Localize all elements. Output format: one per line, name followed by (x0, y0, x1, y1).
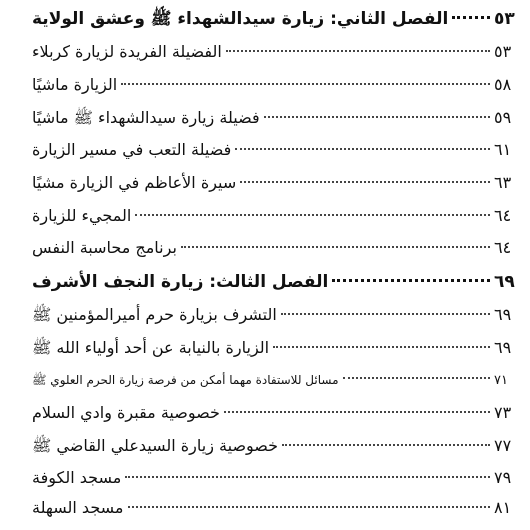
toc-page-number: ٦٤ (494, 238, 512, 257)
toc-page-number: ٦٩ (494, 338, 512, 357)
toc-title: الفضيلة الفريدة لزيارة كربلاء (32, 42, 222, 61)
toc-title: برنامج محاسبة النفس (32, 238, 177, 257)
toc-entry[interactable] (32, 305, 518, 328)
toc-title: فضيلة التعب في مسير الزيارة (32, 140, 232, 159)
toc-page-number: ٦٣ (494, 173, 512, 192)
toc-page-number: ٧٩ (494, 468, 512, 487)
toc-page-number: ٦٩ (494, 272, 515, 292)
toc-entry[interactable] (32, 238, 518, 257)
toc-chapter-3[interactable] (32, 272, 518, 292)
toc-title: الزيارة بالنيابة عن أحد أولياء الله ﷺ (32, 338, 270, 357)
toc-entry[interactable] (32, 108, 518, 131)
dot-leader (281, 313, 490, 315)
dot-leader (135, 214, 490, 216)
toc-title: خصوصية مقبرة وادي السلام (32, 403, 220, 422)
toc-entry[interactable] (32, 436, 518, 459)
toc-page-number: ٧١ (494, 373, 508, 388)
toc-page-number: ٥٣ (494, 9, 515, 29)
dot-leader (226, 50, 490, 52)
dot-leader (128, 506, 491, 508)
toc-title: الزيارة ماشيًا (32, 75, 118, 94)
dot-leader (282, 444, 490, 446)
toc-page-number: ٥٣ (494, 42, 512, 61)
dot-leader (264, 116, 490, 118)
toc-entry[interactable] (32, 140, 518, 159)
dot-leader (235, 148, 490, 150)
toc-title: مسائل للاستفادة مهما أمكن من فرصة زيارة الحرم العلوي ﷺ (32, 373, 339, 387)
toc-title: الفصل الثاني: زيارة سيدالشهداء ﷺ وعشق الولاية (32, 9, 449, 29)
toc-page-number: ٧٧ (494, 436, 512, 455)
toc-page-number: ٥٨ (494, 75, 512, 94)
toc-title: التشرف بزيارة حرم أميرالمؤمنين ﷺ (32, 305, 277, 324)
toc-title: مسجد السهلة (32, 498, 124, 517)
dot-leader (273, 346, 490, 348)
toc-entry[interactable] (32, 468, 518, 487)
toc-page-number: ٦٤ (494, 206, 512, 225)
dot-leader (125, 476, 490, 478)
dot-leader (240, 181, 490, 183)
toc-title: مسجد الكوفة (32, 468, 122, 487)
toc-entry[interactable] (32, 373, 518, 390)
toc-title: سيرة الأعاظم في الزيارة مشيًا (32, 173, 237, 192)
toc-page-number: ٨١ (494, 498, 512, 517)
toc-entry[interactable] (32, 498, 518, 517)
toc-entry[interactable] (32, 42, 518, 61)
dot-leader (332, 279, 490, 282)
toc-entry[interactable] (32, 206, 518, 225)
toc-title: الفصل الثالث: زيارة النجف الأشرف (32, 272, 329, 292)
dot-leader (181, 246, 490, 248)
toc-page-number: ٥٩ (494, 108, 512, 127)
dot-leader (452, 16, 490, 19)
toc-entry[interactable] (32, 75, 518, 94)
toc-title: المجيء للزيارة (32, 206, 132, 225)
toc-page-number: ٦٩ (494, 305, 512, 324)
toc-entry[interactable] (32, 173, 518, 192)
toc-title: خصوصية زيارة السيدعلي القاضي ﷺ (32, 436, 279, 455)
dot-leader (343, 377, 490, 379)
toc-entry[interactable] (32, 403, 518, 422)
toc-page-number: ٧٣ (494, 403, 512, 422)
dot-leader (121, 83, 490, 85)
toc-chapter-2[interactable] (32, 8, 518, 33)
toc-entry[interactable] (32, 338, 518, 361)
dot-leader (224, 411, 490, 413)
toc-page-number: ٦١ (494, 140, 512, 159)
toc-title: فضيلة زيارة سيدالشهداء ﷺ ماشيًا (32, 108, 260, 127)
